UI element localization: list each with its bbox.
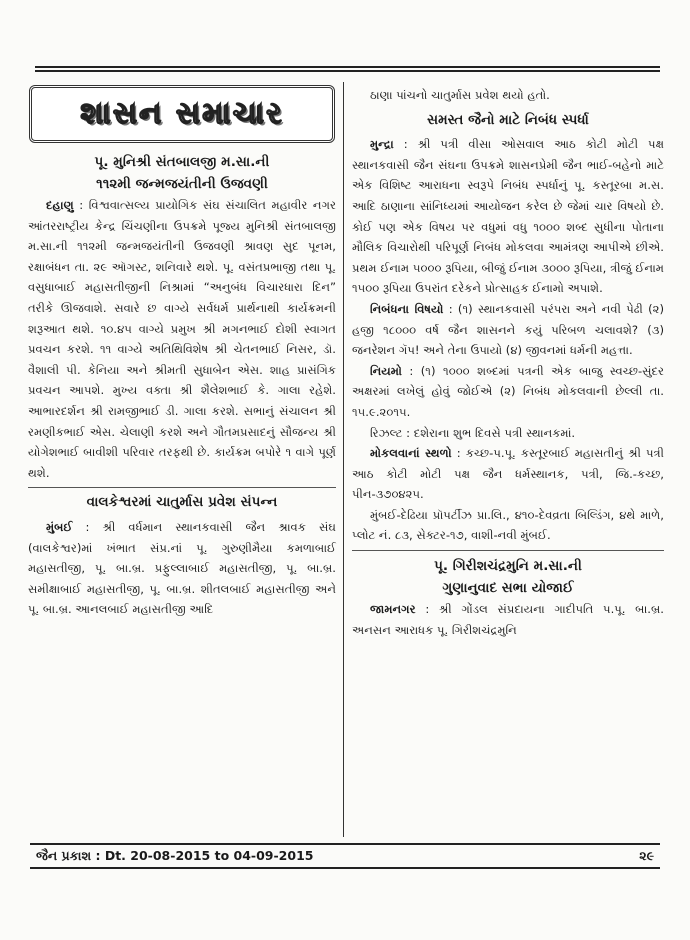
article-2-title: વાલકેશ્વરમાં ચાતુર્માસ પ્રવેશ સંપન્ન (86, 494, 278, 511)
article-3-body (352, 134, 664, 299)
article-4-text: : શ્રી ગોંડલ સંપ્રદાયના ગાદીપતિ પ.પૂ. બા.બ્ર. અનસન આરાધક પૂ. ગિરીશચંદ્રમુનિ (352, 602, 664, 637)
article-1-title-line-2: ૧૧૨મી જન્મજયંતીની ઉજવણી (96, 176, 268, 192)
topics-paragraph (352, 299, 664, 361)
rules-text: : (૧) ૧૦૦૦ શબ્દમાં પત્રની એક બાજુ સ્વચ્છ-સુંદર અક્ષરમાં લખેલું હોવું જોઈએ (૨) નિબંધ મોકલવાની છેલ્લી તા. ૧૫.૯.૨૦૧૫. (352, 363, 664, 419)
page-number: ૨૯ (639, 848, 654, 863)
article-1-body (28, 195, 336, 483)
mumbai-address: મુંબઈ-દેઢિયા પ્રૉપર્ટીઝ પ્રા.લિ., ૪૧૦-દેવવ્રતા બિલ્ડિંગ, ૪થે માળે, પ્લોટ નં. ૮૩, સેક્ટર-૧૭, વાશી-નવી મુંબઈ. (352, 507, 664, 543)
article-1-title-line-1: પૂ. મુનિશ્રી સંતબાલજી મ.સા.ની (94, 154, 270, 170)
article-3-place: મુન્દ્રા (370, 137, 394, 152)
page-footer (30, 843, 660, 869)
article-4-body (352, 599, 664, 640)
topics-text: : (૧) સ્થાનકવાસી પરંપરા અને નવી પેઢી (૨) હજી ૧૮૦૦૦ વર્ષ જૈન શાસનને કયું પરિબળ ચલાવશે? (૩) જનરેશન ગૅપ! અને તેના ઉપાયો (૪) જીવનમાં ધર્મની મહત્તા. (352, 301, 664, 358)
left-column (28, 85, 336, 620)
article-2-body (28, 517, 336, 620)
send-text: : કચ્છ-પ.પૂ. કસ્તૂરબાઈ મહાસતીનું શ્રી પત્રી આઠ કોટી મોટી પક્ષ જૈન ધર્મસ્થાનક, પત્રી, જિ.-કચ્છ, પીન-૩૭૦૪૨૫. (352, 446, 664, 502)
masthead-title: શાસન સમાચાર (80, 95, 284, 131)
rules-paragraph (352, 361, 664, 423)
article-2-text: : શ્રી વર્ધમાન સ્થાનકવાસી જૈન શ્રાવક સંઘ (વાલકેશ્વર)માં ખંભાત સંપ્ર.નાં પૂ. ગુરુણીમૈયા કમળાબાઈ મહાસતીજી, પૂ. બા.બ્ર. પ્રફુલ્લાબાઈ મહાસતીજી, પૂ. બા.બ્ર. સમીક્ષાબાઈ મહાસતીજી, પૂ. બા.બ્ર. શીતલબાઈ મહાસતીજી અને પૂ. બા.બ્ર. આનલબાઈ મહાસતીજી આદિ (28, 519, 336, 617)
article-1-text: : વિશ્વવાત્સલ્ય પ્રાયોગિક સંઘ સંચાલિત મહાવીર નગર આંતરરાષ્ટ્રીય કેન્દ્ર ચિંચણીના ઉપક્રમે પૂજ્ય મુનિશ્રી સંતબાલજી મ.સા.ની ૧૧૨મી જન્મજયંતીની ઉજવણી શ્રાવણ સુદ પૂનમ, રક્ષાબંધન તા. ૨૯ ઑગસ્ટ, શનિવારે થશે. પૂ. વસંતપ્રભાજી તથા પૂ. વસુધાબાઈ મહાસતીજીની નિશ્રામાં “અનુબંધ વિચારધારા દિન” તરીકે ઊજવાશે. સવારે છ વાગ્યે સર્વધર્મ પ્રાર્થનાથી કાર્યક્રમની શરૂઆત થશે. ૧૦.૪૫ વાગ્યે પ્રમુખ શ્રી મગનભાઈ દોશી સ્વાગત પ્રવચન કરશે. ૧૧ વાગ્યે અતિથિવિશેષ શ્રી ચેતનભાઈ નિસર, ડૉ. વૈશાલી પી. કેનિયા અને શ્રીમતી સુધાબેન એસ. શાહ પ્રાસંગિક પ્રવચન આપશે. મુખ્ય વક્તા શ્રી શૈલેશભાઈ કે. ગાલા રહેશે. આભારદર્શન શ્રી રામજીભાઈ ડી. ગાલા કરશે. સભાનું સંચાલન શ્રી રમણીકભાઈ એસ. ચેલાણી કરશે અને ગૌતમપ્રસાદનું સૌજન્ય શ્રી યોગેશભાઈ બાવીશી પરિવાર તરફથી છે. કાર્યક્રમ બપોરે ૧ વાગે પૂર્ણ થશે. (28, 198, 336, 480)
divider (28, 487, 336, 488)
article-3-title: સમસ્ત જૈનો માટે નિબંધ સ્પર્ધા (427, 111, 589, 128)
divider (352, 550, 664, 551)
column-divider (343, 82, 344, 837)
article-4-title-line-1: પૂ. ગિરીશચંદ્રમુનિ મ.સા.ની (434, 558, 582, 575)
footer-publication-date: જૈન પ્રકાશ : Dt. 20-08-2015 to 04-09-2015 (36, 848, 314, 863)
article-2-place: મુંબઈ (46, 519, 73, 534)
rules-label: નિયમો (370, 363, 402, 378)
top-rule (35, 66, 660, 68)
article-1-place: દહાણુ (46, 198, 74, 212)
topics-label: નિબંધના વિષયો (370, 301, 444, 316)
article-3-text: : શ્રી પત્રી વીસા ઓસવાલ આઠ કોટી મોટી પક્ષ સ્થાનકવાસી જૈન સંઘના ઉપક્રમે શાસનપ્રેમી જૈન ભાઈ-બહેનો માટે એક વિશિષ્ટ આરાધના સ્વરૂપે નિબંધ સ્પર્ધાનું પૂ. કસ્તૂરબા મ.સ. આદિ ઠાણાના સાંનિધ્યમાં આયોજન કરેલ છે જેમાં ચાર વિષયો છે. કોઈ પણ એક વિષય પર વધુમાં વધુ ૧૦૦૦ શબ્દ સુધીના પોતાના મૌલિક વિચારોથી પરિપૂર્ણ નિબંધ મોકલવા આમંત્રણ આપીએ છીએ. પ્રથમ ઈનામ ૫૦૦૦ રૂપિયા, બીજું ઈનામ ૩૦૦૦ રૂપિયા, ત્રીજું ઈનામ ૧૫૦૦ રૂપિયા ઉપરાંત દરેકને પ્રોત્સાહક ઈનામો અપાશે. (352, 137, 664, 296)
article-4-title-line-2: ગુણાનુવાદ સભા યોજાઈ (442, 580, 574, 597)
masthead (29, 85, 335, 143)
top-rule-2 (35, 70, 660, 72)
continued-text: ઠાણા પાંચનો ચાતુર્માસ પ્રવેશ થયો હતો. (370, 88, 550, 102)
result-paragraph: રિઝલ્ટ : દશેરાના શુભ દિવસે પત્રી સ્થાનકમાં. (370, 425, 576, 440)
send-label: મોકલવાનાં સ્થળો (370, 446, 452, 461)
article-4-place: જામનગર (370, 602, 416, 617)
send-paragraph (352, 443, 664, 505)
right-column (352, 85, 664, 640)
